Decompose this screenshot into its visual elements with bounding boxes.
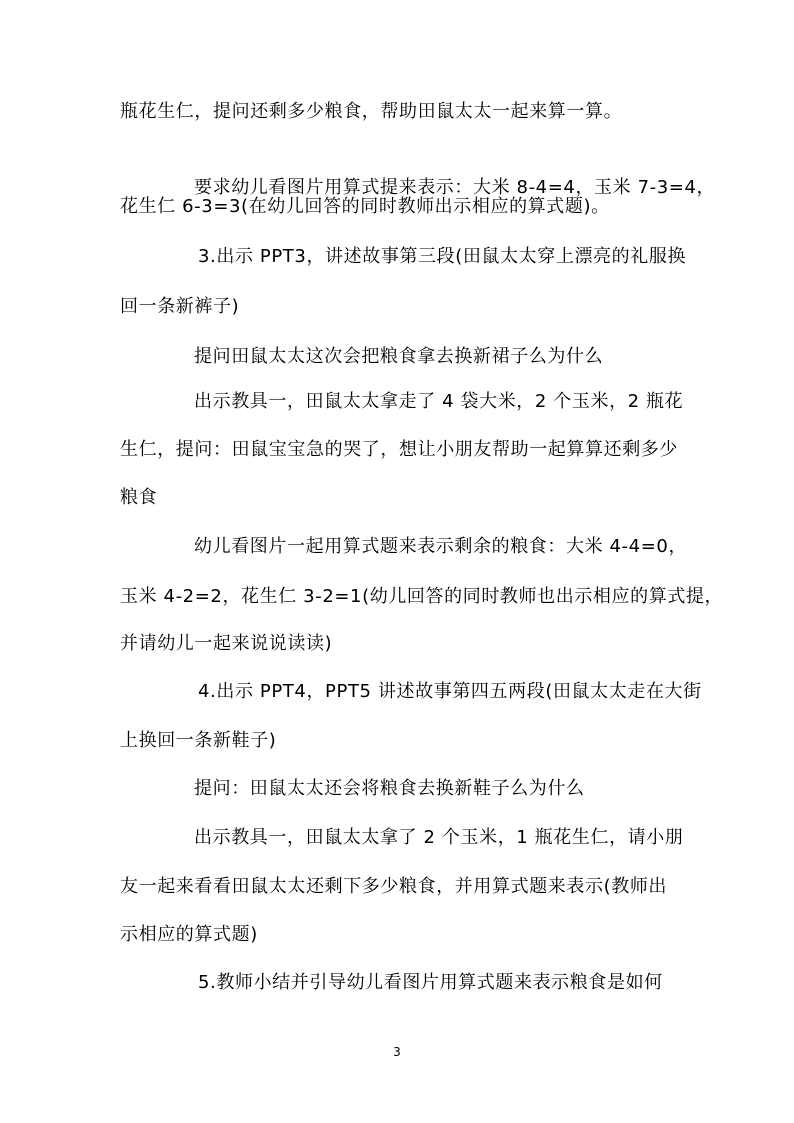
paragraph-line: 提问：田鼠太太还会将粮食去换新鞋子么为什么 (194, 778, 585, 799)
paragraph-line: 瓶花生仁，提问还剩多少粮食，帮助田鼠太太一起来算一算。 (120, 101, 623, 122)
paragraph-line: 出示教具一，田鼠太太拿了 2 个玉米，1 瓶花生仁，请小朋 (194, 827, 684, 848)
paragraph-line: 上换回一条新鞋子) (120, 730, 277, 751)
paragraph-line: 回一条新裤子) (120, 296, 240, 317)
paragraph-line: 出示教具一，田鼠太太拿走了 4 袋大米，2 个玉米，2 瓶花 (194, 391, 684, 412)
paragraph-line: 幼儿看图片一起用算式题来表示剩余的粮食：大米 4-4=0， (194, 536, 688, 557)
paragraph-line: 并请幼儿一起来说说读读) (120, 633, 333, 654)
paragraph-line: 玉米 4-2=2，花生仁 3-2=1(幼儿回答的同时教师也出示相应的算式提， (120, 586, 724, 607)
paragraph-line: 花生仁 6-3=3(在幼儿回答的同时教师出示相应的算式题)。 (120, 196, 610, 217)
paragraph-line: 粮食 (120, 487, 158, 508)
paragraph-line: 友一起来看看田鼠太太还剩下多少粮食，并用算式题来表示(教师出 (120, 876, 668, 897)
page-number: 3 (393, 1045, 401, 1059)
paragraph-line: 示相应的算式题) (120, 924, 258, 945)
paragraph-line: 生仁，提问：田鼠宝宝急的哭了，想让小朋友帮助一起算算还剩多少 (120, 439, 678, 460)
paragraph-line: 提问田鼠太太这次会把粮食拿去换新裙子么为什么 (194, 346, 604, 367)
paragraph-line: 要求幼儿看图片用算式提来表示：大米 8-4=4，玉米 7-3=4， (194, 177, 716, 198)
paragraph-line: 3.出示 PPT3，讲述故事第三段(田鼠太太穿上漂亮的礼服换 (198, 246, 687, 267)
paragraph-line: 4.出示 PPT4，PPT5 讲述故事第四五两段(田鼠太太走在大街 (198, 681, 702, 702)
paragraph-line: 5.教师小结并引导幼儿看图片用算式题来表示粮食是如何 (198, 972, 663, 993)
